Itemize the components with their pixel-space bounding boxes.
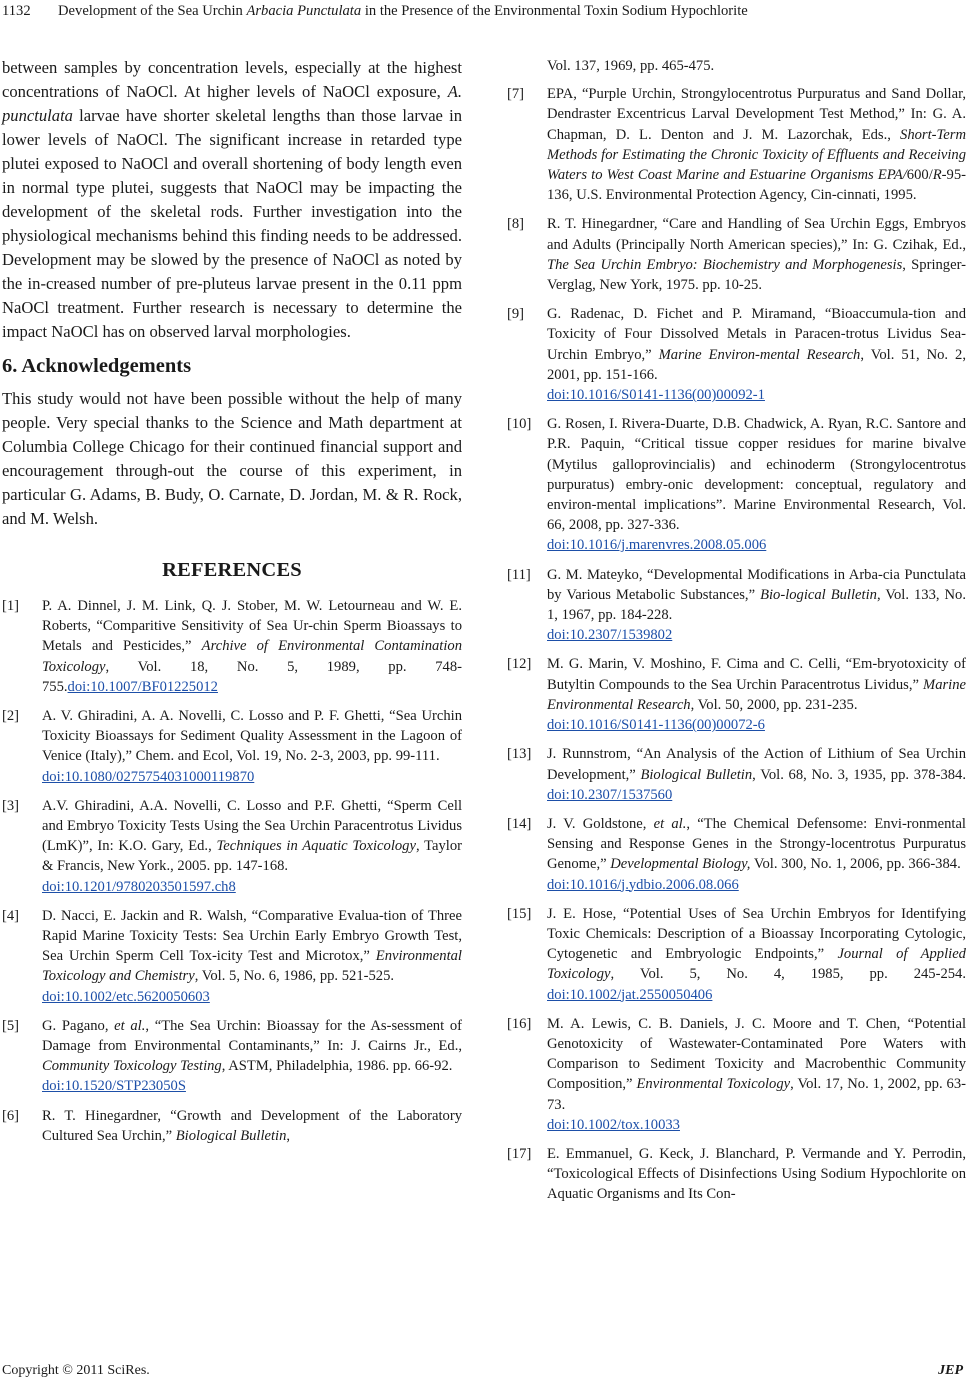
running-title: Development of the Sea Urchin Arbacia Punctulata in the Presence of the Environmental Toxin Sodium Hypochlorite: [58, 3, 748, 19]
reference-number: [14]: [507, 815, 532, 832]
reference-text: J. E. Hose, “Potential Uses of Sea Urchin Embryos for Identifying Toxic Chemicals: Description of a Bioassay Incorporating Cytologic, Cytogenetic and Embryologic Endpoints,”: [547, 905, 966, 963]
reference-text: , Springer-Verglag, New York, 1975. pp. 10-25.: [547, 256, 966, 294]
reference-text: , “The Sea Urchin: Bioassay for the As-sessment of Damage from Environmental Contaminants,” In: J. Cairns Jr., Ed.,: [42, 1017, 462, 1055]
reference-text: , “The Chemical Defensome: Envi-ronmental Sensing and Response Genes in the Strongy-locentrotus Purpuratus Genome,”: [547, 815, 966, 873]
reference-number: [15]: [507, 905, 532, 922]
reference-text: et al.: [114, 1017, 146, 1034]
reference-text: J. V. Goldstone,: [547, 815, 654, 832]
reference-number: [17]: [507, 1145, 532, 1162]
reference-text: M. G. Marin, V. Moshino, F. Cima and C. Celli, “Em-bryotoxicity of Butyltin Compounds to the Sea Urchin Paracentrotus Lividus,”: [547, 656, 966, 693]
reference-item: [507, 84, 966, 205]
reference-text: EPA, “Purple Urchin, Strongylocentrotus Purpuratus and Sand Dollar, Dendraster Excentricus Larval Development Test Method,” In: G. A. Chapman, D. L. Denton and J. M. Lazorchak, Eds.,: [547, 86, 966, 143]
reference-text: P. A. Dinnel, J. M. Link, Q. J. Stober, M. W. Letourneau and W. E. Roberts, “Comparitive Sensitivity of Sea Ur-chin Sperm Bioassays to Metals and Pesticides,”: [42, 598, 462, 655]
reference-text: Vol. 300, No. 1, 2006, pp. 366-384.: [750, 856, 961, 873]
reference-item: [507, 1014, 966, 1135]
references-heading: REFERENCES: [162, 559, 302, 581]
reference-text: E. Emmanuel, G. Keck, J. Blanchard, P. Vermande and Y. Perrodin, “Toxicological Effects of Disinfections Using Sodium Hypochlorite on Aquatic Organisms and Its Con-: [547, 1145, 966, 1203]
doi-link[interactable]: doi:10.1007/BF01225012: [67, 678, 218, 695]
running-header: [0, 0, 969, 24]
reference-text: Community Toxicology Testing: [42, 1058, 222, 1075]
discussion-paragraph: between samples by concentration levels, especially at the highest concentrations of NaOCl. At higher levels of NaOCl exposure, A. punctulata larvae have shorter skeletal lengths than those larvae in lower levels of NaOCl. The significant increase in retarded type plutei exposed to NaOCl and overall shortening of body length even in normal type plutei, suggests that NaOCl may be impacting the development of the skeletal rods. Further investigation into the physiological mechanisms behind this finding needs to be addressed. Development may be slowed by the presence of NaOCl as noted by the in-creased number of pre-pluteus larvae present in the 0.11 ppm NaOCl treatment. Further research is necessary to determine the impact NaOCl has on observed larval morphologies.: [2, 58, 462, 341]
reference-item: [2, 906, 462, 1007]
reference-item: [2, 1016, 462, 1097]
doi-link[interactable]: doi:10.1002/tox.10033: [547, 1116, 680, 1133]
doi-link[interactable]: doi:10.1520/STP23050S: [42, 1078, 186, 1095]
reference-text: -95-136, U.S. Environmental Protection Agency, Cin-cinnati, 1995.: [547, 167, 966, 204]
reference-text: , Vol. 5, No. 6, 1986, pp. 521-525.: [194, 968, 395, 985]
reference-text: Journal of Applied Toxicology: [547, 946, 966, 983]
page-number: 1132: [2, 3, 31, 19]
reference-text: Archive of Environmental Contamination Toxicology: [42, 638, 462, 675]
reference-text: A. V. Ghiradini, A. A. Novelli, C. Losso and P. F. Ghetti, “Sea Urchin Toxicity Bioassays for Sediment Quality Assessment in the Lagoon of Venice (Italy),” Chem. and Ecol, Vol. 19, No. 2-3, 2003, pp. 99-111.: [42, 708, 462, 765]
reference-text: , Vol. 50, 2000, pp. 231-235.: [690, 696, 858, 713]
reference-text: Vol. 137, 1969, pp. 465-475.: [547, 58, 715, 74]
reference-item: [2, 796, 462, 897]
reference-item: [507, 214, 966, 295]
reference-text: Marine Environ-mental Research: [658, 346, 861, 363]
reference-item: [507, 654, 966, 735]
reference-text: The Sea Urchin Embryo: Biochemistry and Morphogenesis: [547, 256, 903, 273]
reference-text: R: [932, 167, 942, 184]
reference-item: [507, 414, 966, 555]
reference-item: [507, 904, 966, 1005]
reference-number: [9]: [507, 306, 525, 323]
reference-text: A.V. Ghiradini, A.A. Novelli, C. Losso and P.F. Ghetti, “Sperm Cell and Embryo Toxicity Tests Using the Sea Urchin Paracentrotus Lividus (LmK)”, In: K.O. Gary, Ed.,: [42, 797, 462, 855]
reference-text: , Vol. 5, No. 4, 1985, pp. 245-254.: [610, 966, 966, 983]
reference-number: [11]: [507, 566, 531, 583]
reference-item: [2, 706, 462, 787]
reference-text: R. T. Hinegardner, “Care and Handling of Sea Urchin Eggs, Embryos and Adults (Principally North American species),” In: G. Czihak, Ed.,: [547, 216, 966, 253]
reference-number: [2]: [2, 708, 20, 725]
copyright-notice: Copyright © 2011 SciRes.: [2, 1363, 150, 1378]
reference-text: Biological Bulletin: [175, 1127, 287, 1144]
doi-link[interactable]: doi:10.1016/S0141-1136(00)00092-1: [547, 387, 765, 404]
reference-item: [507, 814, 966, 895]
reference-text: Environmental Toxicology and Chemistry: [42, 948, 462, 985]
reference-item: [507, 1144, 966, 1205]
reference-number: [10]: [507, 416, 532, 433]
reference-number: [1]: [2, 598, 20, 614]
reference-number: [13]: [507, 746, 532, 763]
reference-number: [5]: [2, 1017, 20, 1034]
reference-number: [12]: [507, 656, 532, 673]
reference-text: G. Radenac, D. Fichet and P. Miramand, “Bioaccumula-tion and Toxicity of Four Dissolved Metals in Paracen-trotus Lividus Sea-Urchin Embryo,”: [547, 306, 966, 363]
acknowledgements-heading: 6. Acknowledgements: [2, 355, 192, 377]
acknowledgements-paragraph: This study would not have been possible without the help of many people. Very special thanks to the Science and Math department at Columbia College Chicago for their continued financial support and encouragement through-out the course of this experiment, in particular G. Adams, B. Budy, O. Carnate, D. Jordan, M. & R. Rock, and M. Welsh.: [2, 389, 462, 528]
doi-link[interactable]: doi:10.1016/j.ydbio.2006.08.066: [547, 876, 739, 893]
doi-link[interactable]: doi:10.1016/S0141-1136(00)00072-6: [547, 717, 765, 734]
references-list-right: [507, 56, 966, 1205]
references-list-left: [2, 596, 462, 1146]
reference-text: D. Nacci, E. Jackin and R. Walsh, “Comparative Evalua-tion of Three Rapid Marine Toxicity Tests: Sea Urchin Early Embryo Growth Test, Sea Urchin Sperm Cell Tox-icity Test and Microtox,”: [42, 907, 462, 965]
reference-text: Techniques in Aquatic Toxicology: [216, 838, 416, 855]
journal-abbrev: JEP: [938, 1363, 963, 1378]
reference-text: Environmental Toxicology: [636, 1076, 791, 1093]
doi-link[interactable]: doi:10.1201/9780203501597.ch8: [42, 878, 236, 895]
reference-text: , Taylor & Francis, New York., 2005. pp. 147-168.: [42, 838, 462, 875]
page-footer: [0, 1360, 969, 1384]
reference-text: G. M. Mateyko, “Developmental Modifications in Arba-cia Punctulata by Various Metabolic Substances,”: [547, 566, 966, 603]
reference-item: [507, 565, 966, 646]
reference-text: Short-Term Methods for Estimating the Chronic Toxicity of Effluents and Receiving Waters to West Coast Marine and Estuarine Organisms EPA/: [547, 126, 966, 184]
reference-number: [8]: [507, 216, 525, 233]
reference-item: [507, 304, 966, 405]
reference-text: Biological Bulletin: [640, 766, 753, 783]
doi-link[interactable]: doi:10.2307/1537560: [547, 786, 673, 803]
reference-text: et al.: [653, 815, 687, 832]
reference-text: , Vol. 51, No. 2, 2001, pp. 151-166.: [547, 346, 966, 383]
doi-link[interactable]: doi:10.1002/jat.2550050406: [547, 986, 713, 1003]
reference-text: ,: [286, 1127, 291, 1144]
reference-text: , ASTM, Philadelphia, 1986. pp. 66-92.: [221, 1058, 453, 1075]
doi-link[interactable]: doi:10.2307/1539802: [547, 627, 673, 644]
reference-text: J. Runnstrom, “An Analysis of the Action of Lithium of Sea Urchin Development,”: [547, 746, 966, 783]
reference-number: [4]: [2, 907, 20, 924]
reference-number: [16]: [507, 1015, 532, 1032]
right-column: [507, 56, 966, 1214]
reference-text: 600/: [906, 167, 933, 184]
reference-text: , Vol. 17, No. 1, 2002, pp. 63-73.: [547, 1076, 966, 1113]
reference-number: [6]: [2, 1107, 20, 1124]
reference-text: Bio-logical Bulletin: [760, 586, 877, 603]
reference-item: [507, 56, 966, 76]
reference-text: , Vol. 18, No. 5, 1989, pp. 748-755.: [42, 658, 462, 695]
reference-text: , Vol. 133, No. 1, 1967, pp. 184-228.: [547, 586, 967, 624]
doi-link[interactable]: doi:10.1016/j.marenvres.2008.05.006: [547, 537, 767, 554]
reference-text: Developmental Biology,: [610, 856, 751, 873]
reference-text: G. Pagano,: [42, 1017, 115, 1034]
doi-link[interactable]: doi:10.1080/0275754031000119870: [42, 768, 255, 785]
reference-number: [7]: [507, 86, 525, 103]
left-column: [2, 56, 462, 1155]
reference-text: Marine Environmental Research: [547, 676, 966, 713]
reference-item: [507, 744, 966, 805]
doi-link[interactable]: doi:10.1002/etc.5620050603: [42, 988, 210, 1005]
reference-text: R. T. Hinegardner, “Growth and Development of the Laboratory Cultured Sea Urchin,”: [42, 1107, 462, 1144]
reference-number: [3]: [2, 797, 20, 814]
reference-text: M. A. Lewis, C. B. Daniels, J. C. Moore and T. Chen, “Potential Genotoxicity of Wastewater-Contaminated Pore Waters with Comparison to Sediment Toxicity and Macrobenthic Community Composition,”: [547, 1015, 966, 1093]
reference-text: , Vol. 68, No. 3, 1935, pp. 378-384.: [752, 766, 966, 783]
reference-item: [2, 1106, 462, 1146]
reference-text: G. Rosen, I. Rivera-Duarte, D.B. Chadwick, A. Ryan, R.C. Santore and P.R. Paquin, “Critical tissue copper residues for marine bivalve (Mytilus galloprovincialis) and echinoderm (Strongylocentrotus purpuratus) embry-onic development: conceptual, regulatory and environ-mental implications”. Marine Environmental Research, Vol. 66, 2008, pp. 327-336.: [547, 416, 966, 534]
reference-item: [2, 596, 462, 697]
